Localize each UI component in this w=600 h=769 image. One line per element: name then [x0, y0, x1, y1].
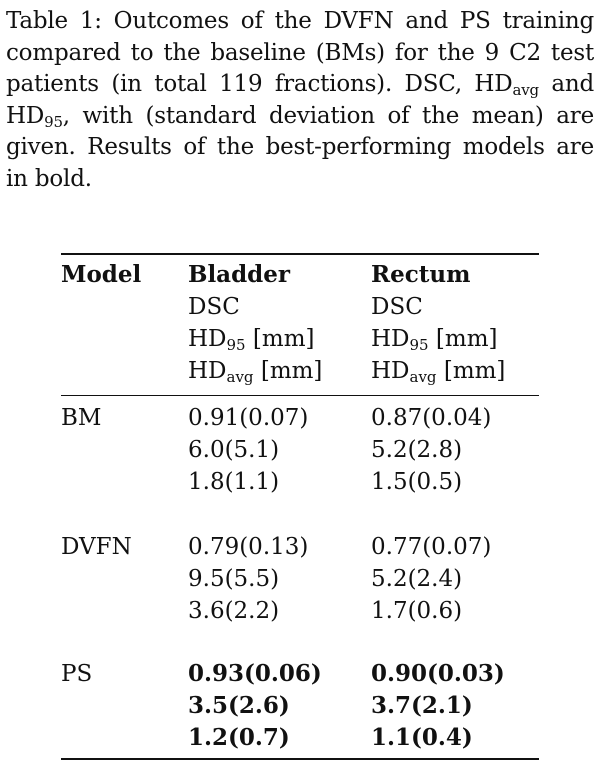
dvfn-bladder-dsc: 0.79(0.13) [188, 534, 309, 560]
ps-rectum-hdavg: 1.1(0.4) [371, 724, 473, 751]
header-bladder-block [188, 259, 322, 387]
row-model-bm: BM [61, 405, 102, 431]
header-bladder-dsc: DSC [188, 294, 240, 320]
row-model-ps: PS [61, 661, 93, 687]
bm-rectum-dsc: 0.87(0.04) [371, 405, 492, 431]
bm-rectum-hdavg: 1.5(0.5) [371, 469, 463, 495]
dvfn-bladder-hdavg: 3.6(2.2) [188, 598, 280, 624]
header-model: Model [61, 261, 142, 288]
bm-bladder-hd95: 6.0(5.1) [188, 437, 280, 463]
ps-bladder-hd95: 3.5(2.6) [188, 692, 290, 719]
table-bottom-rule [61, 758, 539, 760]
caption-subscript-avg: avg [512, 81, 539, 99]
dvfn-rectum-dsc: 0.77(0.07) [371, 534, 492, 560]
caption-text-mid: and HD [6, 71, 594, 129]
header-bladder: Bladder [188, 261, 290, 288]
ps-rectum-dsc: 0.90(0.03) [371, 660, 505, 687]
ps-bladder-dsc: 0.93(0.06) [188, 660, 322, 687]
header-rectum-hd95: $HD_{95}$ [mm] [371, 326, 498, 354]
row-dvfn-rectum [371, 531, 491, 627]
header-rectum-dsc: DSC [371, 294, 423, 320]
caption-text-lead: Table 1: Outcomes of the DVFN and PS training compared to the baseline (BMs) for the 9 C2 test patients (in total 119 fractions). DSC, HD [6, 8, 594, 97]
table-caption [6, 6, 594, 195]
caption-subscript-95: 95 [44, 112, 63, 131]
row-ps-rectum [371, 658, 505, 754]
row-model-dvfn: DVFN [61, 534, 132, 560]
dvfn-rectum-hd95: 5.2(2.4) [371, 566, 463, 592]
bm-bladder-dsc: 0.91(0.07) [188, 405, 309, 431]
table-header-rule [61, 395, 539, 396]
table-top-rule [61, 253, 539, 255]
row-ps-bladder [188, 658, 322, 754]
bm-bladder-hdavg: 1.8(1.1) [188, 469, 280, 495]
header-rectum-hdavg: $HD_{avg}$ [mm] [371, 358, 506, 386]
row-bm-bladder [188, 402, 308, 498]
caption-text-tail: , with (standard deviation of the mean) are given. Results of the best-performing models are in bold. [6, 102, 594, 192]
header-rectum: Rectum [371, 261, 471, 288]
header-bladder-hdavg: $HD_{avg}$ [mm] [188, 358, 323, 386]
dvfn-rectum-hdavg: 1.7(0.6) [371, 598, 463, 624]
bm-rectum-hd95: 5.2(2.8) [371, 437, 463, 463]
ps-rectum-hd95: 3.7(2.1) [371, 692, 473, 719]
row-dvfn-bladder [188, 531, 308, 627]
header-rectum-block [371, 259, 505, 387]
dvfn-bladder-hd95: 9.5(5.5) [188, 566, 280, 592]
header-bladder-hd95: $HD_{95}$ [mm] [188, 326, 315, 354]
ps-bladder-hdavg: 1.2(0.7) [188, 724, 290, 751]
row-bm-rectum [371, 402, 491, 498]
